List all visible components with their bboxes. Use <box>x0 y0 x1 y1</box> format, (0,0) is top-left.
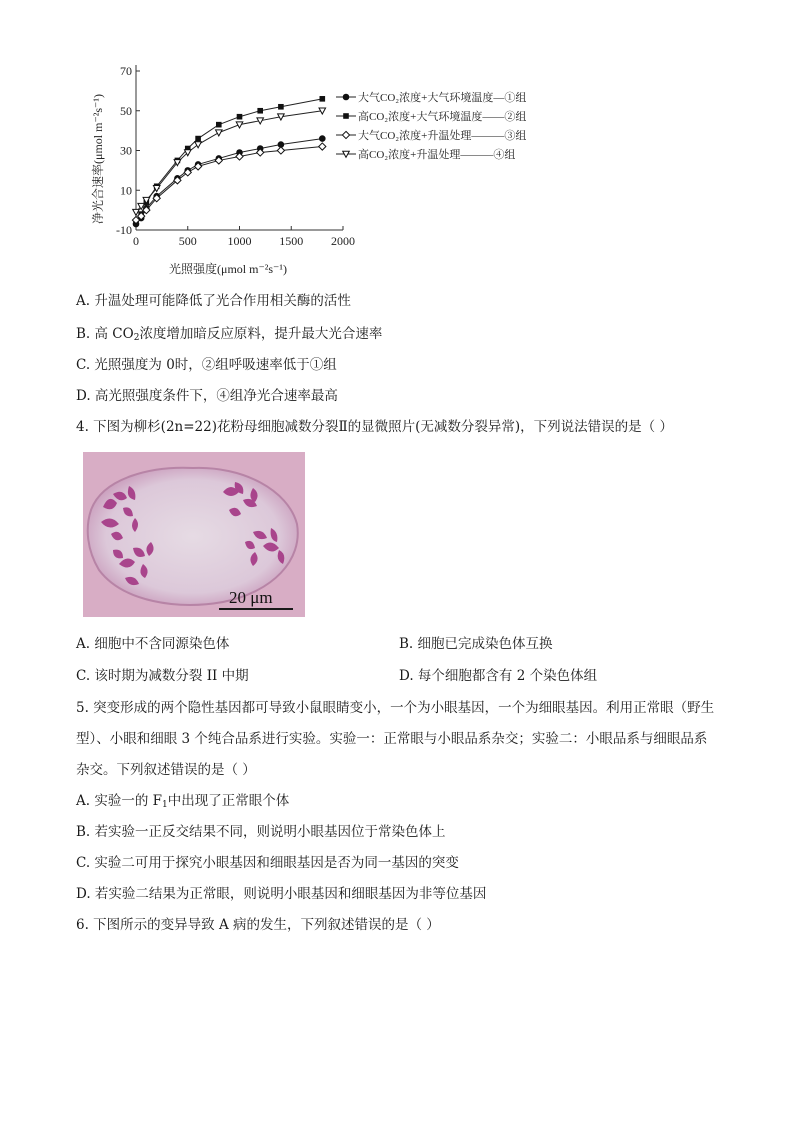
q5-option-a <box>76 791 289 815</box>
y-tick-label: 50 <box>120 103 132 118</box>
data-point <box>216 130 223 136</box>
photosynthesis-line-chart <box>88 55 558 285</box>
y-tick-label: 70 <box>120 64 132 78</box>
data-point <box>343 94 349 100</box>
q4-option-d: D. 每个细胞都含有 2 个染色体组 <box>399 668 598 684</box>
data-point <box>216 122 222 128</box>
legend-label: 高CO₂浓度+升温处理———④组 <box>358 149 516 161</box>
x-tick-label: 1000 <box>227 234 252 248</box>
q4-option-c: C. 该时期为减数分裂 II 中期 <box>76 668 249 684</box>
cell-micrograph <box>83 452 305 617</box>
y-tick-label: -10 <box>116 223 132 237</box>
q3-option-a: A. 升温处理可能降低了光合作用相关酶的活性 <box>76 293 351 309</box>
q4-option-b: B. 细胞已完成染色体互换 <box>399 636 553 652</box>
q3-option-d: D. 高光照强度条件下，④组净光合速率最高 <box>76 388 338 404</box>
data-point <box>320 136 326 142</box>
y-axis-label: 净光合速率(μmol m⁻²s⁻¹) <box>91 94 105 224</box>
q5-option-b: B. 若实验一正反交结果不同，则说明小眼基因位于常染色体上 <box>76 824 446 840</box>
x-tick-label: 0 <box>133 234 139 248</box>
scale-bar-label: 20 μm <box>229 588 273 607</box>
data-point <box>237 114 243 120</box>
q6-stem: 6. 下图所示的变异导致 A 病的发生，下列叙述错误的是（ ） <box>76 917 440 933</box>
q5-option-c: C. 实验二可用于探究小眼基因和细眼基因是否为同一基因的突变 <box>76 855 459 871</box>
legend-label: 高CO₂浓度+大气环境温度——②组 <box>358 111 527 123</box>
data-point <box>133 209 140 215</box>
data-point <box>195 136 201 142</box>
x-tick-label: 500 <box>178 234 197 248</box>
q3-option-b-post: 浓度增加暗反应原料，提升最大光合速率 <box>139 326 383 342</box>
series-line <box>136 99 322 222</box>
q5-option-a-pre: A. 实验一的 F <box>76 793 162 809</box>
data-point <box>257 108 263 114</box>
q4-stem: 4. 下图为柳杉(2n=22)花粉母细胞减数分裂Ⅱ的显微照片(无减数分裂异常)，下列说法错误的是（ ） <box>76 419 673 435</box>
q4-option-a: A. 细胞中不含同源染色体 <box>76 636 230 652</box>
q3-option-b-sub: 2 <box>133 333 140 343</box>
data-point <box>342 131 349 138</box>
data-point <box>278 104 284 110</box>
q3-option-c: C. 光照强度为 0时，②组呼吸速率低于①组 <box>76 357 337 373</box>
q5-option-a-sub: 1 <box>162 800 168 810</box>
x-tick-label: 2000 <box>331 234 355 248</box>
y-tick-label: 10 <box>120 183 132 198</box>
chart-ticks <box>116 64 355 248</box>
y-tick-label: 30 <box>120 143 132 158</box>
q5-stem: 5. 突变形成的两个隐性基因都可导致小鼠眼睛变小，一个为小眼基因，一个为细眼基因。利用正常眼（野生型）、小眼和细眼 3 个纯合品系进行实验。实验一：正常眼与小眼品系杂交；实验二：小眼品系与细眼品系杂交。下列叙述错误的是（ ） <box>76 700 715 778</box>
q5-option-d: D. 若实验二结果为正常眼，则说明小眼基因和细眼基因为非等位基因 <box>76 886 487 902</box>
q5-option-a-post: 中出现了正常眼个体 <box>167 793 290 809</box>
data-point <box>320 96 326 102</box>
x-axis-label: 光照强度(μmol m⁻²s⁻¹) <box>169 262 287 276</box>
series-line <box>136 147 322 221</box>
q3-option-b-pre: B. 高 CO <box>76 326 134 342</box>
chart-legend <box>336 90 526 161</box>
legend-label: 大气CO₂浓度+升温处理———③组 <box>358 130 527 142</box>
chart-series <box>132 96 326 227</box>
x-tick-label: 1500 <box>279 234 304 248</box>
data-point <box>236 122 243 128</box>
legend-label: 大气CO₂浓度+大气环境温度—①组 <box>358 92 527 104</box>
series-line <box>136 111 322 212</box>
data-point <box>277 147 284 154</box>
data-point <box>319 143 326 150</box>
q3-option-b <box>76 324 382 348</box>
data-point <box>343 113 349 119</box>
series-line <box>136 139 322 224</box>
series-2 <box>133 96 325 225</box>
series-4 <box>133 108 326 215</box>
